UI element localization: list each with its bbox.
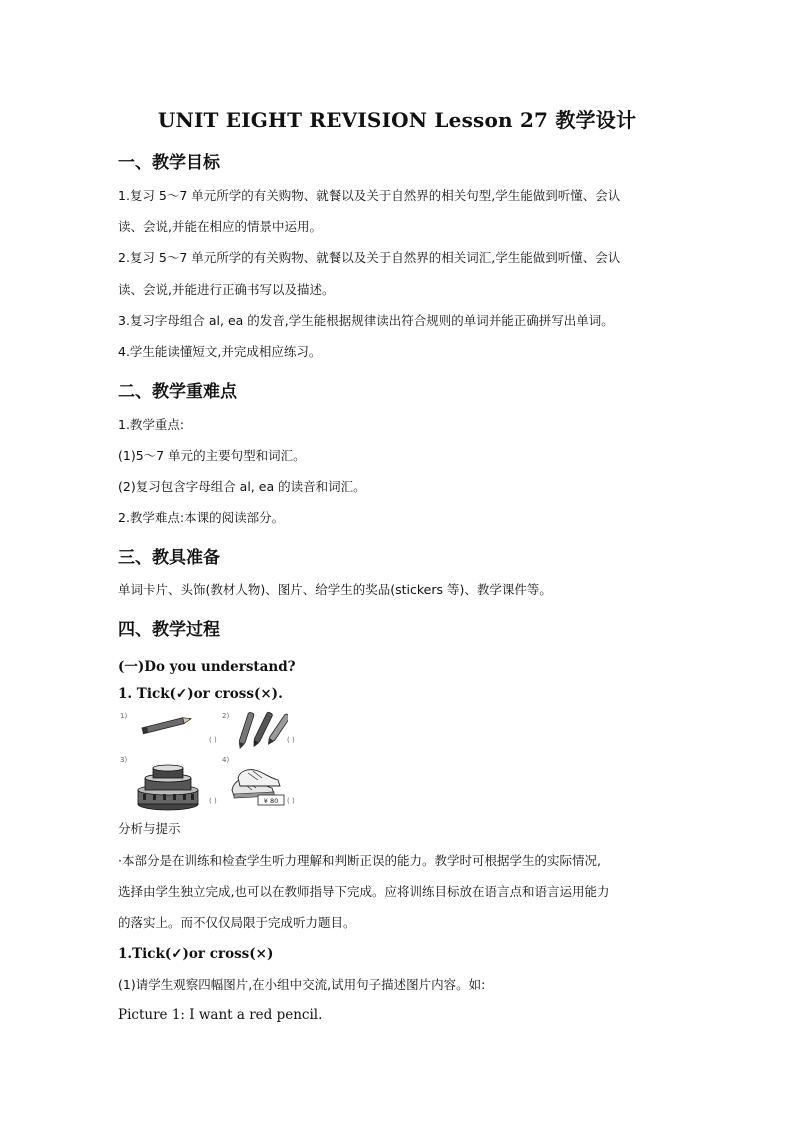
paragraph-line: 4.学生能读懂短文,并完成相应练习。 xyxy=(118,344,322,359)
paragraph-line: (1)5～7 单元的主要句型和词汇。 xyxy=(118,448,306,463)
paragraph-line: 2.复习 5～7 单元所学的有关购物、就餐以及关于自然界的相关词汇,学生能做到听懂、会认 xyxy=(118,250,621,265)
price-tag: ¥ 80 xyxy=(263,797,279,805)
analysis-heading: 分析与提示 xyxy=(118,821,181,836)
document-title: UNIT EIGHT REVISION Lesson 27 教学设计 xyxy=(157,108,637,132)
picture-label: 4) xyxy=(222,756,230,764)
answer-blank: ( ) xyxy=(287,797,295,805)
subheading-tick-or-cross: 1. Tick(✓)or cross(×). xyxy=(118,686,283,702)
paragraph-line: 读、会说,并能在相应的情景中运用。 xyxy=(118,219,322,234)
paragraph-line: 读、会说,并能进行正确书写以及描述。 xyxy=(118,282,335,297)
section-heading-materials: 三、教具准备 xyxy=(118,548,220,568)
pens-icon xyxy=(232,708,288,752)
answer-blank: ( ) xyxy=(287,736,295,744)
answer-blank: ( ) xyxy=(209,736,217,744)
pencil-icon xyxy=(136,712,196,738)
paragraph-line: 选择由学生独立完成,也可以在教师指导下完成。应将训练目标放在语言点和语言运用能力 xyxy=(118,884,610,899)
paragraph-line: 1.教学重点: xyxy=(118,417,185,432)
section-heading-key-points: 二、教学重难点 xyxy=(118,382,237,402)
paragraph-line: 1.复习 5～7 单元所学的有关购物、就餐以及关于自然界的相关句型,学生能做到听懂、会认 xyxy=(118,188,621,203)
paragraph-line: ·本部分是在训练和检查学生听力理解和判断正误的能力。教学时可根据学生的实际情况, xyxy=(118,853,601,868)
example-sentence: Picture 1: I want a red pencil. xyxy=(118,1007,323,1023)
paragraph-line: (1)请学生观察四幅图片,在小组中交流,试用句子描述图片内容。如: xyxy=(118,977,486,992)
paragraph-line: 的落实上。而不仅仅局限于完成听力题目。 xyxy=(118,915,356,930)
picture-label: 2) xyxy=(222,712,230,720)
section-heading-objectives: 一、教学目标 xyxy=(118,153,220,173)
shoes-icon xyxy=(228,764,294,810)
picture-label: 3) xyxy=(120,756,128,764)
answer-blank: ( ) xyxy=(209,797,217,805)
subheading-tick-or-cross-2: 1.Tick(✓)or cross(×) xyxy=(118,946,274,962)
paragraph-line: 2.教学难点:本课的阅读部分。 xyxy=(118,510,285,525)
paragraph-line: 单词卡片、头饰(教材人物)、图片、给学生的奖品(stickers 等)、教学课件等。 xyxy=(118,582,552,597)
picture-label: 1) xyxy=(120,712,128,720)
cake-icon xyxy=(135,760,201,812)
section-heading-process: 四、教学过程 xyxy=(118,620,220,640)
paragraph-line: (2)复习包含字母组合 al, ea 的读音和词汇。 xyxy=(118,479,366,494)
subheading-do-you-understand: (一)Do you understand? xyxy=(118,659,296,675)
paragraph-line: 3.复习字母组合 al, ea 的发音,学生能根据规律读出符合规则的单词并能正确拼写出单词。 xyxy=(118,313,614,328)
